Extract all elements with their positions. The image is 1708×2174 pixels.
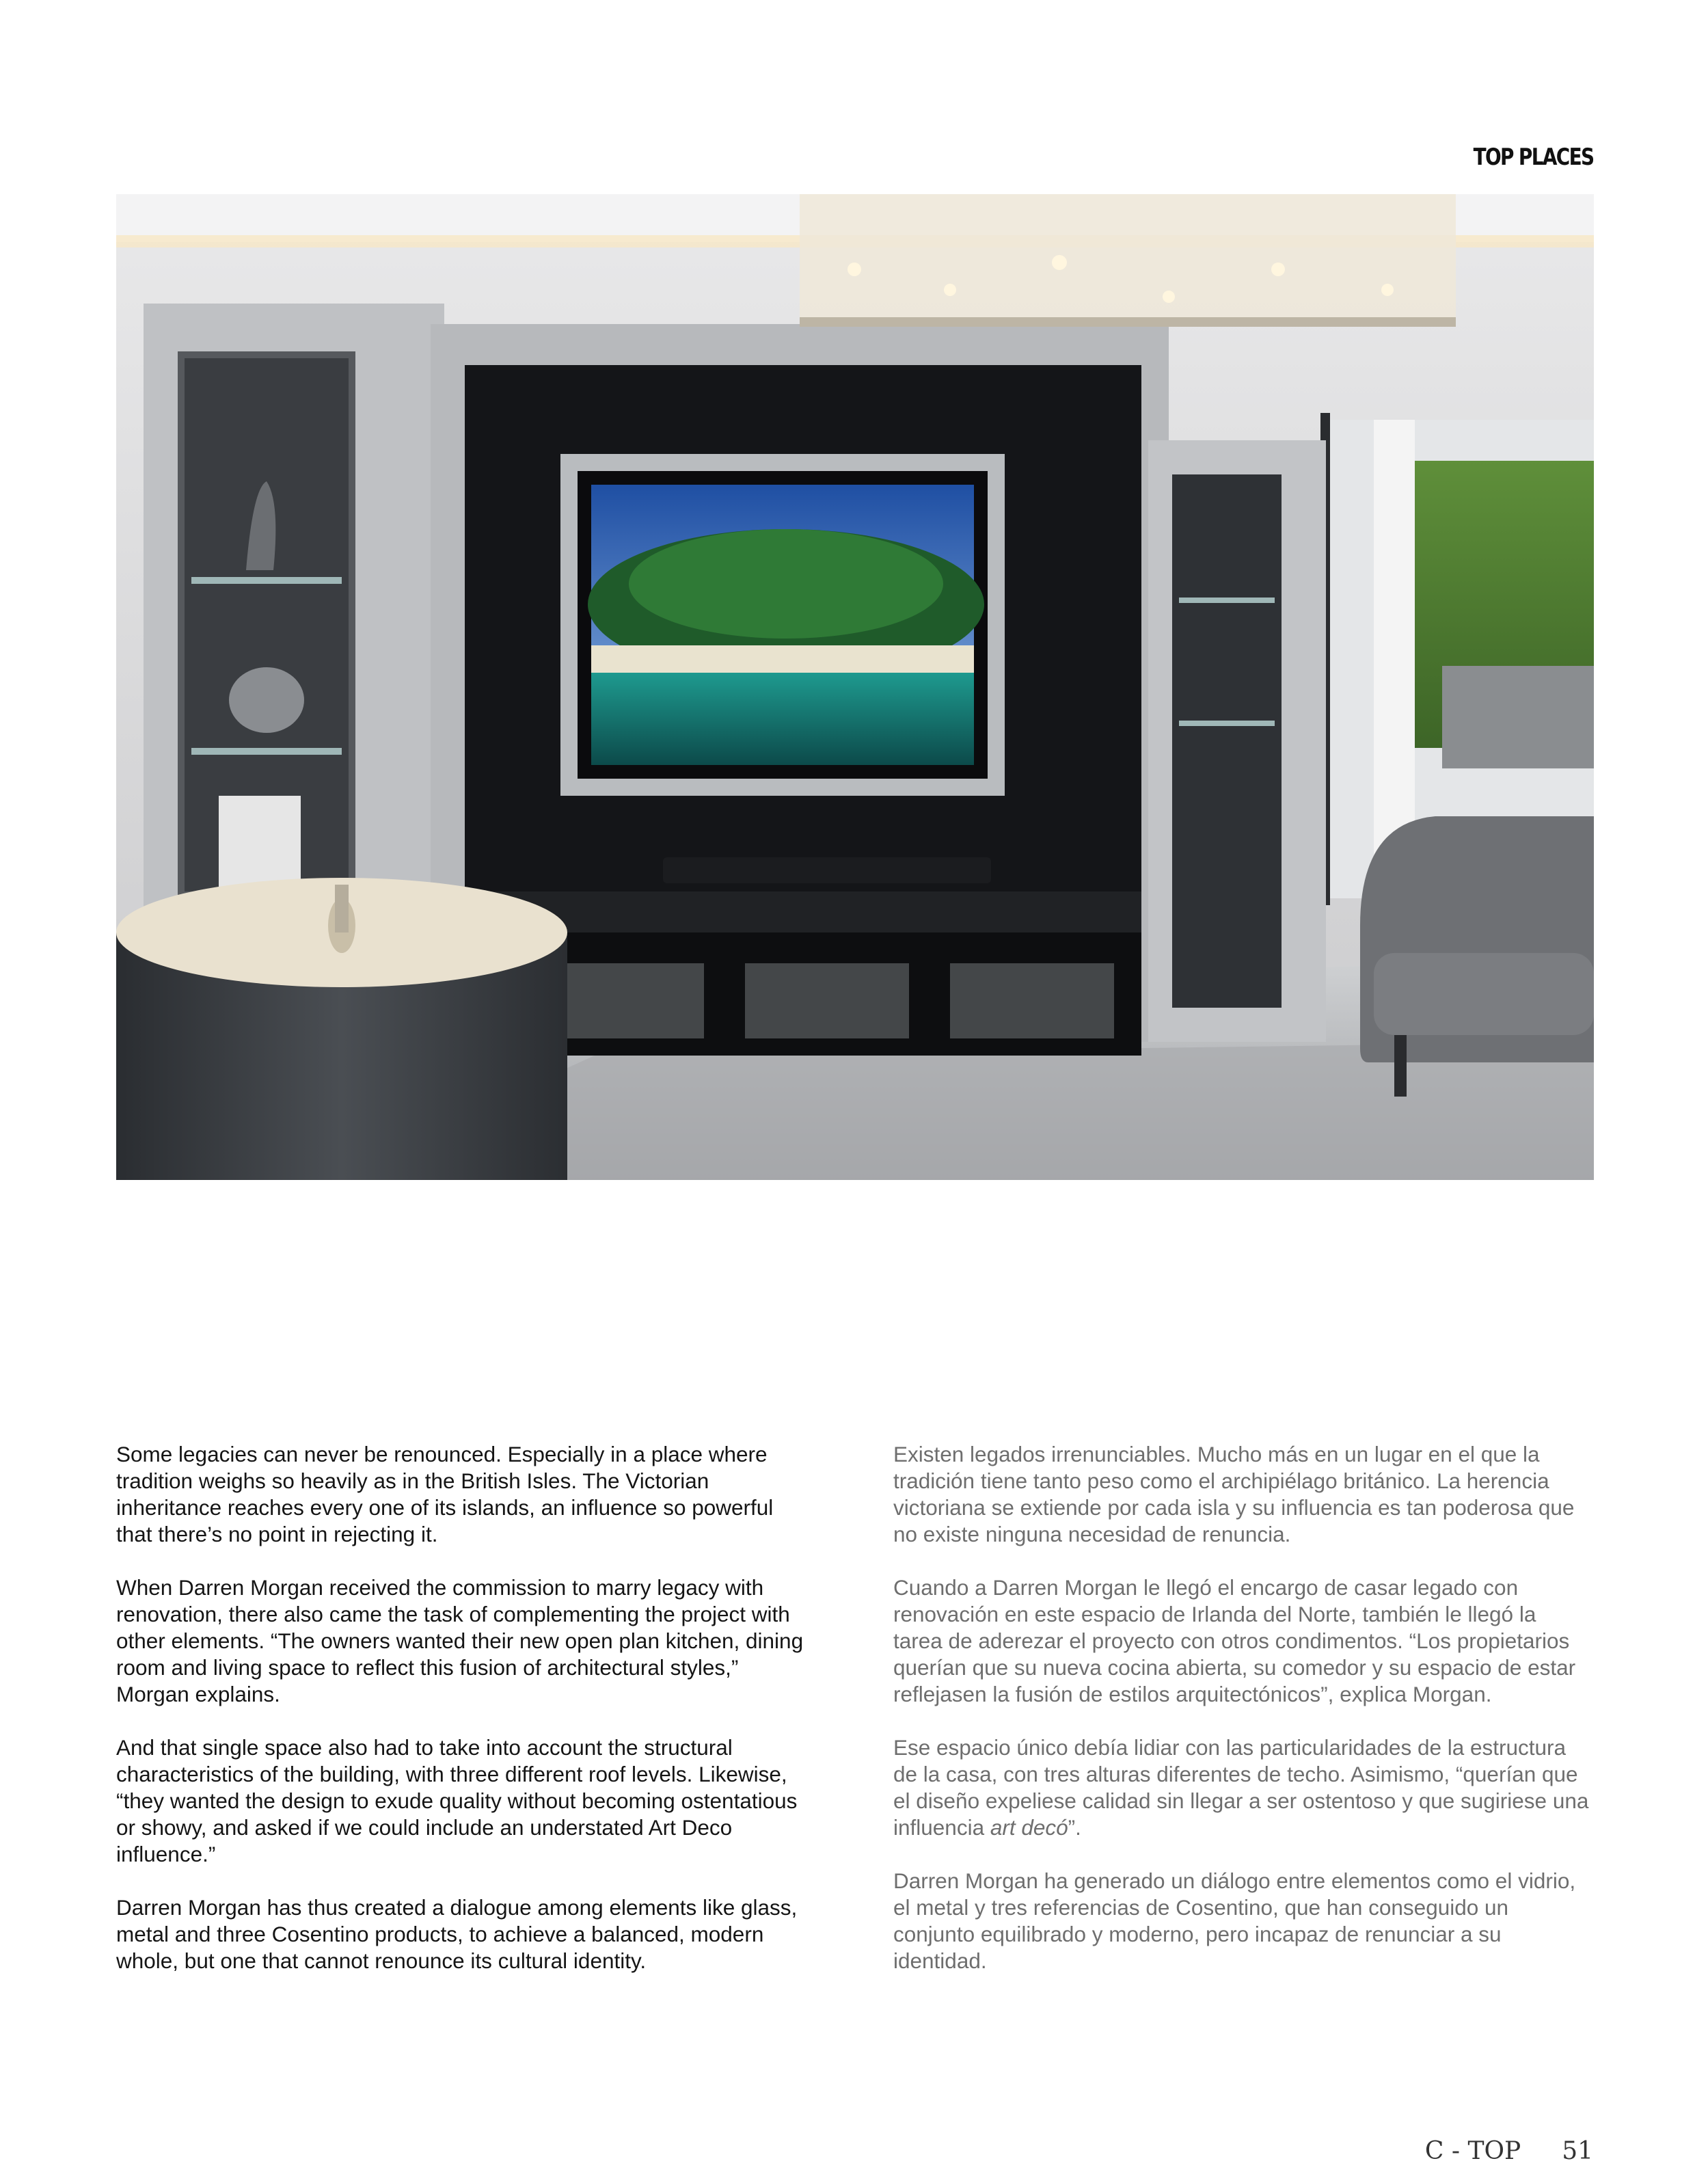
spanish-paragraph-3-text: Ese espacio único debía lidiar con las particularidades de la estructura de la casa, con tres alturas diferentes de techo. Asimismo, “querían que el diseño expeliese calidad sin llegar a ser ostentoso y que sugiriese una influencia [893, 1735, 1589, 1840]
spanish-paragraph-1: Existen legados irrenunciables. Mucho más en un lugar en el que la tradición tiene tanto peso como el archipiélago británico. La herencia victoriana se extiende por cada isla y su influencia es tan poderosa que no existe ninguna necesidad de renuncia. [893, 1442, 1575, 1546]
spanish-paragraph-2: Cuando a Darren Morgan le llegó el encargo de casar legado con renovación en este espacio de Irlanda del Norte, también le llegó la tarea de aderezar el proyecto con otros condimentos. “Los propietarios querían que su nueva cocina abierta, su comedor y su espacio de estar reflejasen la fusión de estilos arquitectónicos”, explica Morgan. [893, 1575, 1576, 1706]
english-paragraph-3: And that single space also had to take into account the structural characteristics of the building, with three different roof levels. Likewise, “they wanted the design to exude quality without becoming ostentatious or showy, and asked if we could include an understated Art Deco influence.” [116, 1735, 798, 1866]
spanish-paragraph-3-italic: art decó [990, 1815, 1068, 1840]
living-room-photo [116, 194, 1594, 1180]
spanish-paragraph-3-end: ”. [1068, 1815, 1081, 1840]
english-paragraph-1: Some legacies can never be renounced. Especially in a place where tradition weighs so heavily as in the British Isles. The Victorian inheritance reaches every one of its islands, an influence so powerful that there’s no point in rejecting it. [116, 1442, 774, 1546]
article-english-column [116, 1441, 813, 2001]
magazine-name: C - TOP [1424, 2137, 1521, 2165]
spanish-paragraph-4: Darren Morgan ha generado un diálogo entre elementos como el vidrio, el metal y tres referencias de Cosentino, que han conseguido un conjunto equilibrado y moderno, pero incapaz de renunciar a su identidad. [893, 1868, 1576, 1973]
spanish-paragraph-3 [893, 1734, 1590, 1841]
english-paragraph-2: When Darren Morgan received the commission to marry legacy with renovation, there also came the task of complementing the project with other elements. “The owners wanted their new open plan kitchen, dining room and living space to reflect this fusion of architectural styles,” Morgan explains. [116, 1575, 804, 1706]
section-label: TOP PLACES [1473, 144, 1593, 171]
page-footer [1425, 2137, 1593, 2165]
english-paragraph-4: Darren Morgan has thus created a dialogue among elements like glass, metal and three Cosentino products, to achieve a balanced, modern whole, but one that cannot renounce its cultural identity. [116, 1895, 798, 1973]
article-spanish-column [893, 1441, 1590, 2001]
page-number: 51 [1562, 2137, 1593, 2165]
